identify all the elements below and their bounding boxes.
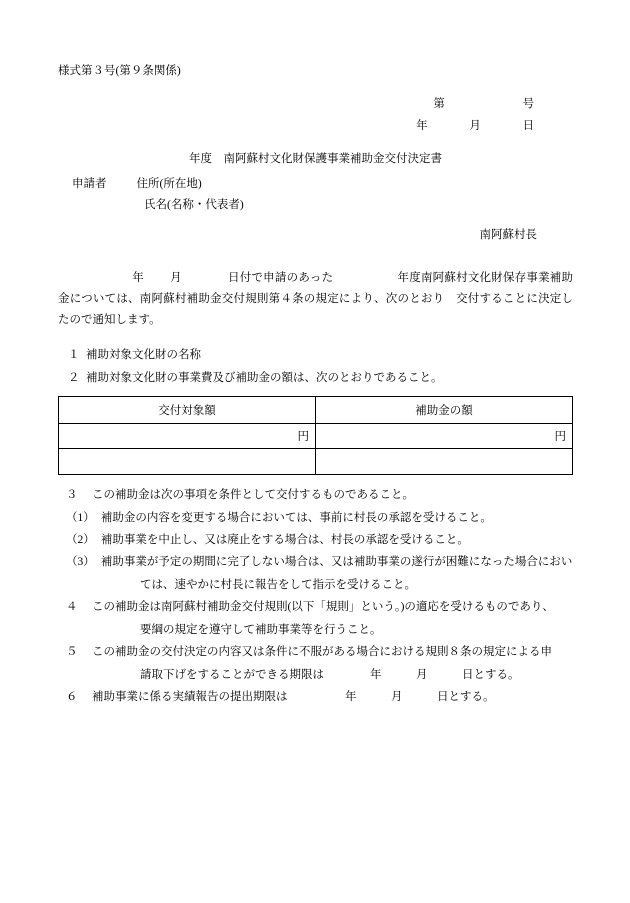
- body-main-text: 年度南阿蘇村文化財保存事業補助金については、南阿蘇村補助金交付規則第４条の規定により、次のとおり 交付することに決定したので通知します。: [58, 272, 574, 326]
- cell-target-amount-blank: [59, 449, 316, 475]
- item-number: ３: [66, 489, 78, 502]
- applicant-label: 申請者: [72, 177, 107, 190]
- item-text-continued: ては、速やかに村長に報告をして指示を受けること。: [140, 578, 416, 591]
- list-item: [58, 551, 573, 596]
- list-item: [58, 507, 573, 529]
- item-number: （2）: [66, 533, 95, 546]
- cell-target-amount-unit: 円: [59, 424, 316, 449]
- document-number-unit: 号: [522, 98, 535, 110]
- item-number: ５: [66, 646, 78, 659]
- table-row: [59, 449, 573, 475]
- body-month-label: 月: [169, 272, 182, 285]
- item-number: ４: [66, 601, 78, 614]
- header-right-block: [58, 94, 573, 138]
- body-paragraph: [58, 268, 573, 330]
- conditions-list: [58, 484, 573, 708]
- item-text: この補助金は南阿蘇村補助金交付規則(以下「規則」という。)の適応を受けるものであり、: [92, 601, 554, 614]
- item-number: ６: [66, 690, 78, 703]
- item-number: １: [68, 349, 80, 362]
- list-item: [58, 484, 573, 506]
- applicant-block: [58, 174, 573, 217]
- list-item: [58, 344, 573, 366]
- item-text: 補助金の内容を変更する場合においては、事前に村長の承認を受けること。: [100, 511, 492, 524]
- item-text: この補助金は次の事項を条件として交付するものであること。: [92, 489, 414, 502]
- list-item: [58, 641, 573, 686]
- column-header-subsidy-amount: 補助金の額: [316, 397, 573, 424]
- item-text: 補助対象文化財の事業費及び補助金の額は、次のとおりであること。: [86, 371, 443, 384]
- issuer-name: 南阿蘇村長: [479, 229, 537, 242]
- page-title: 年度 南阿蘇村文化財保護事業補助金交付決定書: [189, 152, 442, 165]
- form-number: 様式第３号(第９条関係): [58, 65, 181, 77]
- table-header-row: [59, 397, 573, 424]
- item-text: 補助対象文化財の名称: [86, 349, 201, 362]
- list-item: [58, 686, 573, 708]
- grant-amount-table: [58, 396, 573, 475]
- list-item: [58, 529, 573, 551]
- document-date-line: [58, 116, 573, 138]
- item-text: 補助事業が予定の期間に完了しない場合は、又は補助事業の遂行が困難になった場合におい: [100, 556, 573, 569]
- applicant-address-label: 住所(所在地): [136, 177, 202, 190]
- item-text: 補助事業を中止し、又は廃止をする場合は、村長の承認を受けること。: [100, 533, 469, 546]
- item-text: 補助事業に係る実績報告の提出期限は 年 月 日とする。: [92, 690, 495, 703]
- cell-subsidy-amount-blank: [316, 449, 573, 475]
- list-item: [58, 367, 573, 389]
- item-number: （1）: [66, 511, 95, 524]
- cell-subsidy-amount-unit: 円: [316, 424, 573, 449]
- table-row: [59, 424, 573, 449]
- document-number-label: 第: [433, 98, 445, 110]
- item-text: この補助金の交付決定の内容又は条件に不服がある場合における規則８条の規定による申: [92, 646, 552, 659]
- document-content: [58, 62, 573, 708]
- item-number: ２: [68, 371, 80, 384]
- list-item: [58, 596, 573, 641]
- applicant-name-line: [58, 195, 573, 216]
- item-text-continued: 要綱の規定を遵守して補助事業等を行うこと。: [140, 623, 382, 636]
- body-applied-text: 日付で申請のあった: [227, 272, 334, 285]
- date-month-label: 月: [469, 119, 481, 132]
- applicant-name-label: 氏名(名称・代表者): [144, 198, 244, 211]
- column-header-target-amount: 交付対象額: [59, 397, 316, 424]
- applicant-address-line: [58, 174, 573, 195]
- item-number: （3）: [66, 556, 95, 569]
- date-day-label: 日: [522, 119, 535, 132]
- body-year-label: 年: [132, 272, 144, 285]
- items-list: [58, 344, 573, 389]
- document-number-line: [58, 94, 573, 116]
- item-text-continued: 請取下げをすることができる期限は 年 月 日とする。: [140, 668, 520, 681]
- date-year-label: 年: [416, 119, 428, 132]
